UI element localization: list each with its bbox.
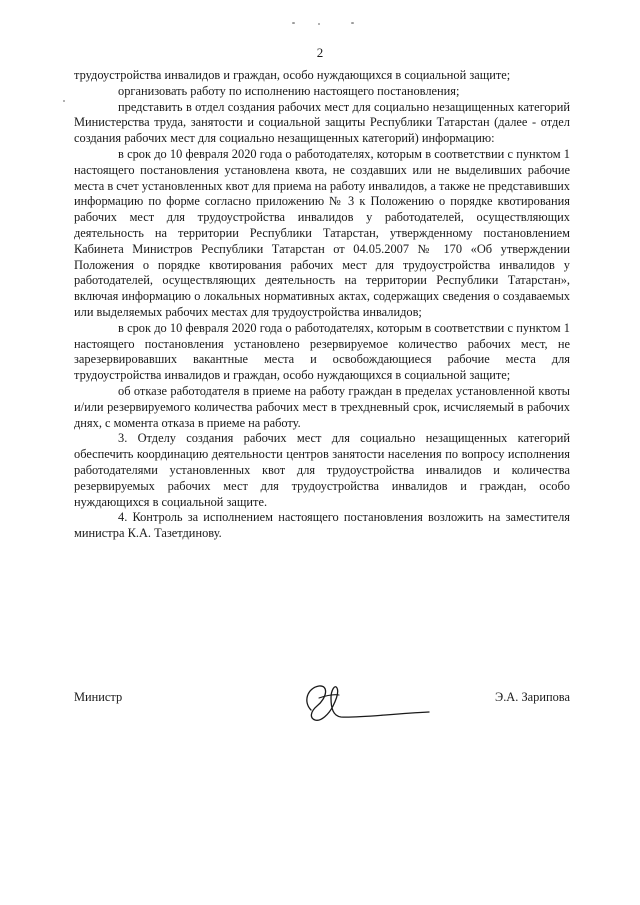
paragraph-reserved-places-deadline: в срок до 10 февраля 2020 года о работодателях, которым в соответствии с пунктом 1 настоящего постановления установлено резервируемое количество рабочих мест, не зарезервировавших вакантные места и освобождающиеся рабочие места для трудоустройства инвалидов и граждан, особо нуждающихся в социальной защите; xyxy=(74,320,570,383)
scan-speck xyxy=(63,100,65,102)
paragraph-quota-deadline: в срок до 10 февраля 2020 года о работодателях, которым в соответствии с пунктом 1 настоящего постановления установлена квота, не создавших или не выделивших рабочие места в счет установленных квот для приема на работу инвалидов, а также не представивших информацию по форме согласно приложению № 3 к Положению о порядке квотирования рабочих мест для трудоустройства инвалидов у работодателей, осуществляющих деятельность на территории Республики Татарстан, утвержденному постановлением Кабинета Министров Республики Татарстан от 04.05.2007 № 170 «Об утверждении Положения о порядке квотирования рабочих мест для трудоустройства инвалидов у работодателей, осуществляющих деятельность на территории Республики Татарстан», включая информацию о локальных нормативных актах, содержащих сведения о создаваемых или выделяемых рабочих местах для трудоустройства инвалидов; xyxy=(74,146,570,319)
scan-speck xyxy=(351,22,354,24)
paragraph-organize-work: организовать работу по исполнению настоящего постановления; xyxy=(118,83,460,98)
signature-block xyxy=(74,680,570,730)
paragraph-hiring-refusal: об отказе работодателя в приеме на работу граждан в пределах установленной квоты и/или резервируемого количества рабочих мест в трехдневный срок, исчисляемый в рабочих днях, с момента отказа в приеме на работу. xyxy=(74,383,570,430)
page-number: 2 xyxy=(316,45,324,60)
signatory-title: Министр xyxy=(74,690,123,704)
handwritten-signature xyxy=(289,680,439,726)
paragraph-item-3: 3. Отделу создания рабочих мест для социально незащищенных категорий обеспечить координацию деятельности центров занятости населения по вопросу исполнения работодателями установленных квот для трудоустройства инвалидов и количества резервируемых рабочих мест для трудоустройства инвалидов и граждан, особо нуждающихся в социальной защите. xyxy=(74,431,570,509)
paragraph-item-4: 4. Контроль за исполнением настоящего постановления возложить на заместителя министра К.А. Тазетдинову. xyxy=(74,510,570,541)
scan-speck xyxy=(318,23,320,25)
scan-speck xyxy=(292,22,295,24)
signatory-name: Э.А. Зарипова xyxy=(495,690,570,704)
paragraph-continuation: трудоустройства инвалидов и граждан, особо нуждающихся в социальной защите; xyxy=(74,68,511,82)
paragraph-submit-information: представить в отдел создания рабочих мест для социально незащищенных категорий Министерства труда, занятости и социальной защиты Республики Татарстан (далее - отдел создания рабочих мест для социально незащищенных категорий) информацию: xyxy=(74,99,570,146)
document-body xyxy=(74,68,570,542)
